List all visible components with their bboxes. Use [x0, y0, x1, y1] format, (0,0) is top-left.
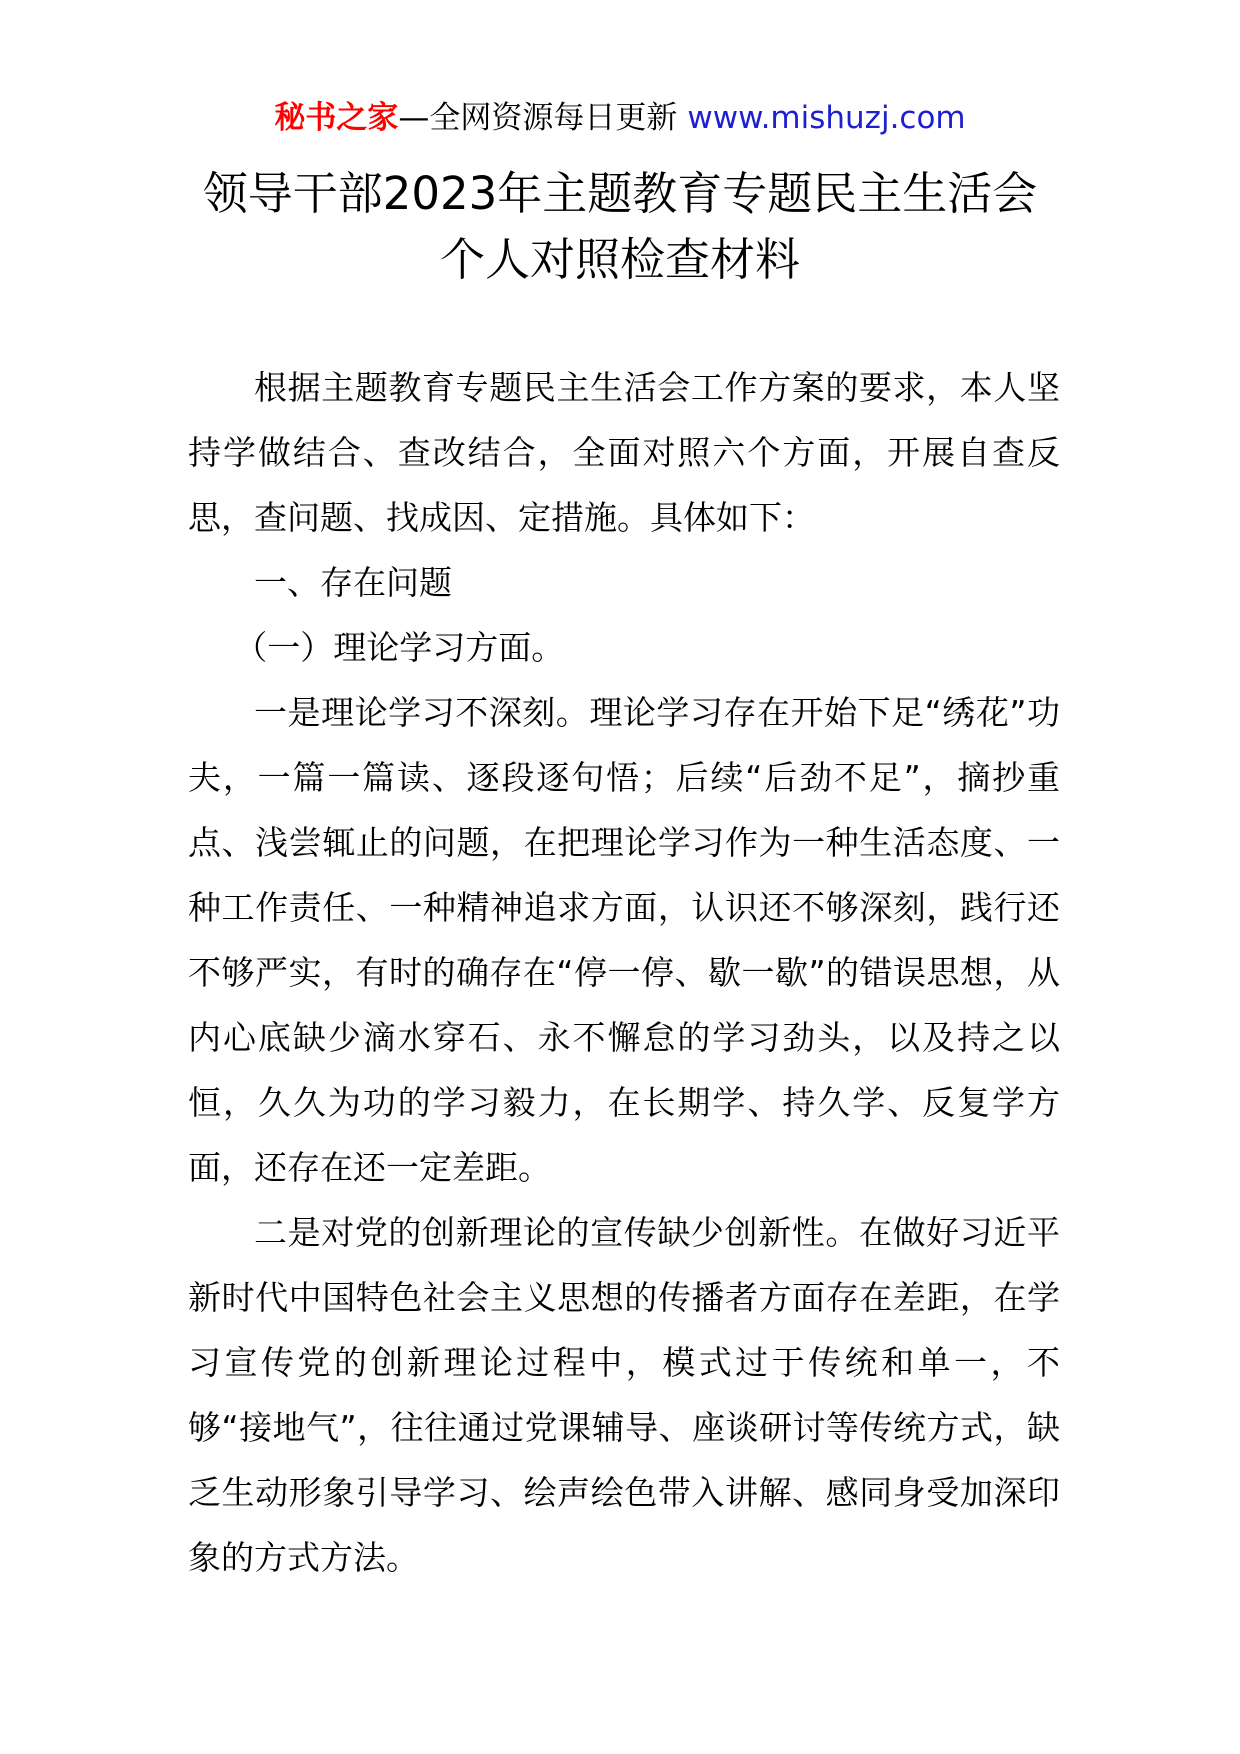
site-header	[0, 98, 1240, 138]
site-url-link[interactable]: www.mishuzj.com	[687, 100, 966, 136]
body-paragraph-1: 一是理论学习不深刻。理论学习存在开始下足“绣花”功夫，一篇一篇读、逐段逐句悟；后续“后劲不足”，摘抄重点、浅尝辄止的问题，在把理论学习作为一种生活态度、一种工作责任、一种精神追求方面，认识还不够深刻，践行还不够严实，有时的确存在“停一停、歇一歇”的错误思想，从内心底缺少滴水穿石、永不懈怠的学习劲头，以及持之以恒，久久为功的学习毅力，在长期学、持久学、反复学方面，还存在还一定差距。	[188, 693, 1060, 1187]
document-body	[188, 355, 1060, 1590]
brand-name: 秘书之家	[274, 100, 399, 136]
document-title-line-1: 领导干部2023年主题教育专题民主生活会	[202, 167, 1038, 220]
document-title-line-2: 个人对照检查材料	[439, 233, 800, 286]
subsection-heading-theory: （一）理论学习方面。	[234, 628, 565, 667]
brand-slogan: —全网资源每日更新	[398, 100, 678, 136]
section-heading-issues: 一、存在问题	[254, 563, 452, 602]
intro-paragraph: 根据主题教育专题民主生活会工作方案的要求，本人坚持学做结合、查改结合，全面对照六个方面，开展自查反思，查问题、找成因、定措施。具体如下：	[188, 368, 1060, 537]
body-paragraph-2: 二是对党的创新理论的宣传缺少创新性。在做好习近平新时代中国特色社会主义思想的传播者方面存在差距，在学习宣传党的创新理论过程中，模式过于传统和单一，不够“接地气”，往往通过党课辅导、座谈研讨等传统方式，缺乏生动形象引导学习、绘声绘色带入讲解、感同身受加深印象的方式方法。	[188, 1213, 1060, 1577]
